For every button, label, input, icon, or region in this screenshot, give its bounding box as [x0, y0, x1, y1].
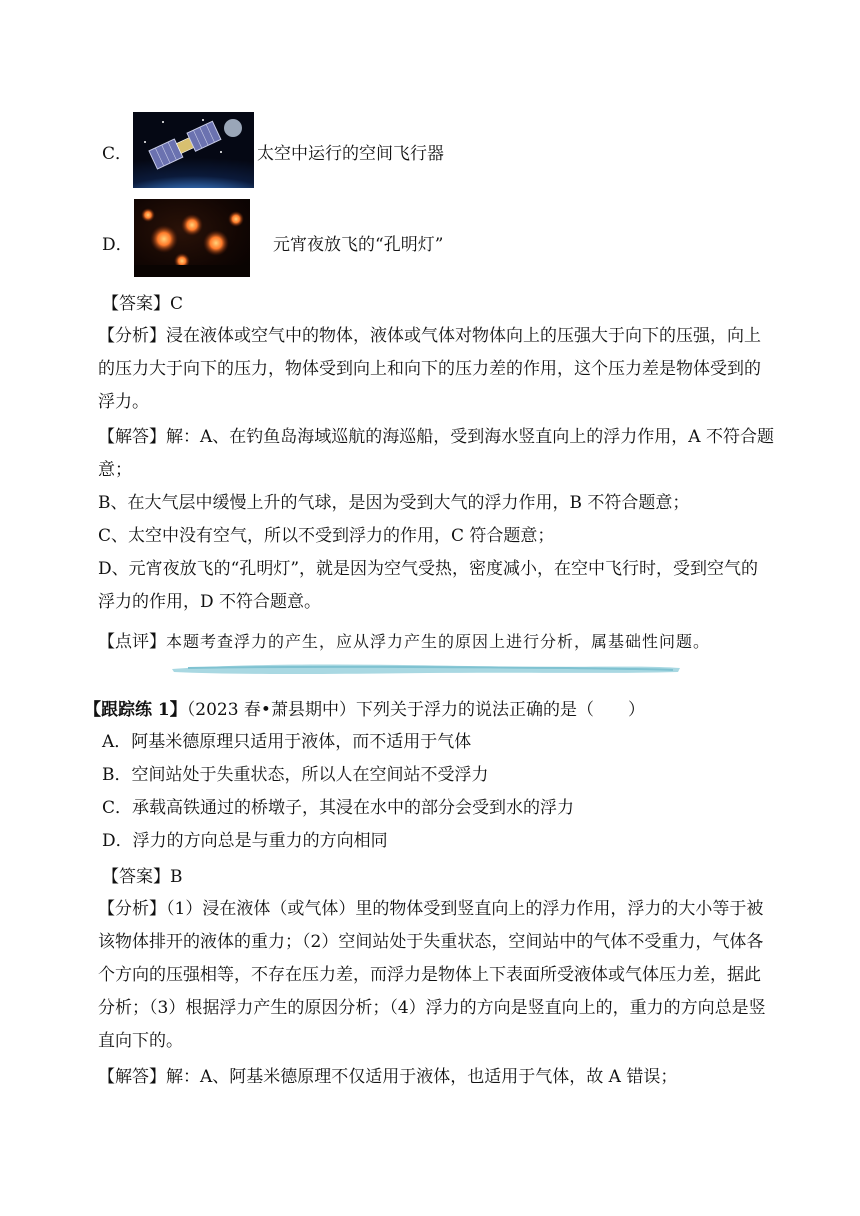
section-divider: [168, 660, 684, 678]
q2-solution-line: [98, 1062, 677, 1087]
answer-tag: 【答案】: [102, 294, 170, 314]
q2-solution-text: 解：A、阿基米德原理不仅适用于液体，也适用于气体，故 A 错误；: [166, 1067, 678, 1087]
solution-line: B、在大气层中缓慢上升的气球，是因为受到大气的浮力作用，B 不符合题意；: [98, 493, 690, 513]
sky-lanterns-photo: [134, 199, 250, 277]
q2-analysis-line: 分析；（3）根据浮力产生的原因分析；（4）浮力的方向是竖直向上的，重力的方向总是竖: [98, 998, 766, 1018]
option-d-label: D．: [102, 235, 133, 255]
q2-solution-tag: 【解答】: [98, 1067, 166, 1087]
q2-analysis-block: [98, 893, 788, 1058]
q2-answer-value: B: [170, 867, 183, 887]
q2-option-d: D．浮力的方向总是与重力的方向相同: [102, 831, 388, 851]
analysis-tag: 【分析】: [98, 326, 166, 346]
comment-text: 本题考查浮力的产生，应从浮力产生的原因上进行分析，属基础性问题。: [166, 632, 711, 651]
solution-line: 意；: [98, 460, 132, 480]
q2-option-c: C．承载高铁通过的桥墩子，其浸在水中的部分会受到水的浮力: [102, 798, 575, 818]
q2-analysis-line: 该物体排开的液体的重力；（2）空间站处于失重状态，空间站中的气体不受重力，气体各: [98, 932, 764, 952]
q2-analysis-line: 个方向的压强相等，不存在压力差，而浮力是物体上下表面所受液体或气体压力差，据此: [98, 965, 761, 985]
solution-line: 浮力的作用，D 不符合题意。: [98, 592, 322, 612]
analysis-line: 浸在液体或空气中的物体，液体或气体对物体向上的压强大于向下的压强，向上: [166, 326, 761, 346]
q2-answer-line: [102, 862, 183, 887]
comment-tag: 【点评】: [98, 632, 166, 652]
q2-analysis-line: 直向下的。: [98, 1031, 183, 1051]
option-c-text: 太空中运行的空间飞行器: [257, 144, 444, 164]
q2-title: [84, 695, 645, 720]
analysis-line: 的压力大于向下的压力，物体受到向上和向下的压力差的作用，这个压力差是物体受到的: [98, 359, 761, 379]
analysis-line: 浮力。: [98, 392, 149, 412]
solution-line: D、元宵夜放飞的“孔明灯”，就是因为空气受热，密度减小，在空中飞行时，受到空气的: [98, 559, 759, 579]
answer-value: C: [170, 294, 184, 314]
q2-option-a: A．阿基米德原理只适用于液体，而不适用于气体: [102, 732, 472, 752]
option-c-label: C．: [102, 144, 133, 164]
q2-title-text: （2023 春•萧县期中）下列关于浮力的说法正确的是（ ）: [186, 700, 645, 720]
solution-block: [98, 421, 788, 619]
q2-option-b: B．空间站处于失重状态，所以人在空间站不受浮力: [102, 765, 489, 785]
comment-line: [98, 627, 710, 652]
q2-analysis-line: （1）浸在液体（或气体）里的物体受到竖直向上的浮力作用，浮力的大小等于被: [166, 899, 764, 919]
answer-line: [102, 289, 183, 314]
solution-line: C、太空中没有空气，所以不受到浮力的作用，C 符合题意；: [98, 526, 555, 546]
analysis-block: [98, 320, 788, 419]
q2-options: [102, 726, 792, 858]
solution-line: 解：A、在钓鱼岛海域巡航的海巡船，受到海水竖直向上的浮力作用，A 不符合题: [166, 427, 774, 447]
q2-answer-tag: 【答案】: [102, 867, 170, 887]
solution-tag: 【解答】: [98, 427, 166, 447]
space-satellite-photo: [133, 112, 254, 188]
q2-analysis-tag: 【分析】: [98, 899, 166, 919]
q2-title-tag: 【跟踪练 1】: [84, 700, 187, 720]
option-d-text: 元宵夜放飞的“孔明灯”: [273, 235, 444, 255]
